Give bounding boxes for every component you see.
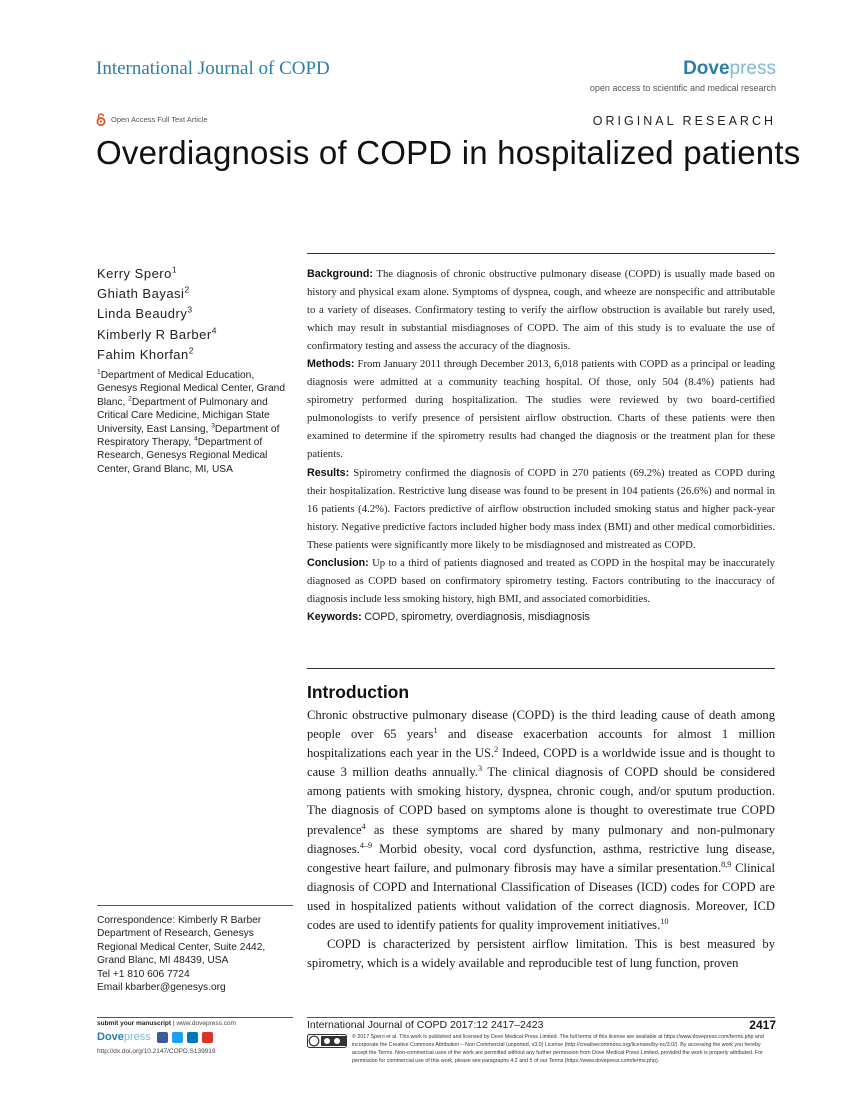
abstract-background: Background: The diagnosis of chronic obstructive pulmonary disease (COPD) is usually made based on history and physical exam alone. Symptoms of dyspnea, cough, and wheeze are nonspecific and attributable to a variety of diseases. Confirmatory testing to verify the airflow obstruction is available but rarely used, which may result in substantial misdiagnoses of COPD. The aim of this study is to evaluate the use of confirmatory testing and assess the accuracy of the diagnosis.: [307, 268, 776, 353]
abstract-top-rule: [307, 253, 775, 254]
citation-ref[interactable]: 10: [660, 916, 669, 926]
footer-left: [97, 1020, 236, 1055]
open-access-badge: [96, 113, 208, 126]
open-access-lock-icon: [96, 113, 106, 126]
website-link[interactable]: | www.dovepress.com: [171, 1020, 236, 1027]
introduction-body: [307, 706, 775, 973]
submit-manuscript-link[interactable]: submit your manuscript: [97, 1020, 172, 1027]
correspondence-line: Grand Blanc, MI 48439, USA: [97, 955, 229, 967]
abstract-results: Results: Spirometry confirmed the diagnosis of COPD in 270 patients (69.2%) treated as COPD during their hospitalization. Restrictive lung disease was found to be present in 104 patients (26.6%) and normal in 16 patients (4.2%). Factors predictive of airflow obstruction included smoking status and higher pack-year history. Negative predictive factors included higher body mass index (BMI) and other medical comorbidities. These patients were significantly more likely to be misdiagnosed and mistreated as COPD.: [307, 466, 775, 551]
youtube-icon[interactable]: [202, 1032, 213, 1043]
journal-title: International Journal of COPD: [96, 58, 330, 79]
dovepress-logo[interactable]: [683, 58, 776, 80]
doi-link[interactable]: http://dx.doi.org/10.2147/COPD.S139919: [97, 1048, 216, 1055]
open-access-label: Open Access Full Text Article: [111, 115, 208, 124]
page-number: 2417: [749, 1018, 776, 1032]
citation-ref[interactable]: 3: [477, 764, 483, 774]
author: Kerry Spero$^1$: [97, 264, 178, 281]
correspondence-block: [97, 914, 293, 994]
author: Kimberly R Barber$^4$: [97, 325, 217, 342]
author-list: [97, 264, 297, 365]
footer-rule-left: [97, 1017, 293, 1018]
correspondence-rule: [97, 905, 293, 906]
citation-ref[interactable]: 2: [494, 745, 499, 754]
footer-rule-right: [307, 1017, 775, 1018]
author: Fahim Khorfan$^2$: [97, 345, 194, 362]
linkedin-icon[interactable]: [187, 1032, 198, 1043]
article-type: ORIGINAL RESEARCH: [592, 114, 776, 128]
facebook-icon[interactable]: [157, 1032, 168, 1043]
correspondence-line: Tel +1 810 606 7724: [97, 968, 190, 980]
correspondence-email[interactable]: Email kbarber@genesys.org: [97, 982, 226, 994]
correspondence-line: Regional Medical Center, Suite 2442,: [97, 941, 266, 953]
intro-paragraph: Chronic obstructive pulmonary disease (COPD) is the third leading cause of death among people over 65 years$^1$ and disease exacerbation accounts for almost 1 million hospitalizations each year in the US.$^2$ Indeed, COPD is a worldwide issue and is thought to cause 3 million deaths annually.$^3$ The clinical diagnosis of COPD should be considered among patients with smoking history, dyspnea, chronic cough, and/or sputum production. The diagnosis of COPD based on symptoms alone is thought to overestimate true COPD prevalence$^4$ as these symptoms are shared by many pulmonary and non-pulmonary diagnoses.$^{4-9}$ Morbid obesity, vocal cord dysfunction, asthma, restrictive lung disease, congestive heart failure, and pulmonary fibrosis may have a similar presentation.$^{8,9}$ Clinical diagnosis of COPD and International Classification of Diseases (ICD) codes for COPD are used in hospitalized patients without validation of the correct diagnosis. Moreover, ICD codes are used to identify patients for quality improvement initiatives.$^{10}$: [307, 708, 775, 933]
citation-ref[interactable]: 1: [433, 725, 438, 735]
twitter-icon[interactable]: [172, 1032, 183, 1043]
abstract-conclusion: Conclusion: Up to a third of patients diagnosed and treated as COPD in the hospital may be inaccurately diagnosed as COPD based on confirmatory spirometry testing. Factors contributing to the inaccuracy of diagnosis include less smoking history, high BMI, and associated comorbidities.: [307, 556, 776, 605]
citation-ref[interactable]: 8,9: [721, 859, 732, 869]
abstract-keywords: Keywords: COPD, spirometry, overdiagnosis, misdiagnosis: [307, 610, 590, 623]
article-title: Overdiagnosis of COPD in hospitalized patients: [96, 134, 801, 171]
social-links: [157, 1032, 213, 1043]
correspondence-line: Correspondence: Kimberly R Barber: [97, 915, 262, 926]
cc-by-nc-icon[interactable]: [307, 1034, 347, 1048]
intro-paragraph: COPD is characterized by persistent airflow limitation. This is best measured by spirometry, which is a widely available and reproducible test of lung function, proven: [307, 937, 775, 971]
citation-ref[interactable]: 4: [361, 821, 366, 831]
author: Linda Beaudry$^3$: [97, 305, 193, 322]
publisher-tagline: open access to scientific and medical research: [589, 83, 776, 93]
footer-citation: International Journal of COPD 2017:12 2417–2423: [307, 1019, 544, 1031]
author: Ghiath Bayasi$^2$: [97, 284, 190, 302]
logo-part-dove: Dove: [683, 58, 730, 79]
license-text: © 2017 Spero et al. This work is published and licensed by Dove Medical Press Limited. The full terms of this license are available at https://www.dovepress.com/terms.php and incorporate the Creative Commons Attribution – Non Commercial (unported, v3.0) License (http://creativecommons.org/licenses/by-nc/3.0/). By accessing the work you hereby accept the Terms. Non-commercial uses of the work are permitted without any further permission from Dove Medical Press Limited, provided the work is properly attributed. For permission for commercial use of this work, please see paragraphs 4.2 and 5 of our Terms (https://www.dovepress.com/terms.php).: [352, 1034, 764, 1064]
license-block: [307, 1034, 775, 1066]
affiliations: $^1$Department of Medical Education, Genesys Regional Medical Center, Grand Blanc, $^2$Department of Pulmonary and Critical Care Medicine, Michigan State University, East Lansing, $^3$Department of Respiratory Therapy, $^4$Department of Research, Genesys Regional Medical Center, Grand Blanc, MI, USA: [97, 368, 286, 475]
correspondence-line: Department of Research, Genesys: [97, 928, 254, 940]
introduction-heading: Introduction: [307, 682, 410, 702]
logo-part-press: press: [729, 58, 776, 79]
citation-ref[interactable]: 4–9: [359, 840, 373, 850]
footer-logo-row: [97, 1031, 236, 1043]
abstract-bottom-rule: [307, 668, 775, 669]
footer-dovepress-logo[interactable]: Dovepress: [97, 1031, 151, 1043]
abstract-methods: Methods: From January 2011 through December 2013, 6,018 patients with COPD as a principal or leading diagnosis were admitted at a community teaching hospital. Of those, only 504 (8.4%) patients had spirometry performed during hospitalization. The studies were reviewed by two board-certified pulmonologists to verify presence of persistent airflow obstruction. Charts of these patients were then examined to determine if the spirometry results had changed the diagnosis or the treatment plan for these patients.: [307, 358, 775, 461]
abstract: [307, 265, 775, 626]
